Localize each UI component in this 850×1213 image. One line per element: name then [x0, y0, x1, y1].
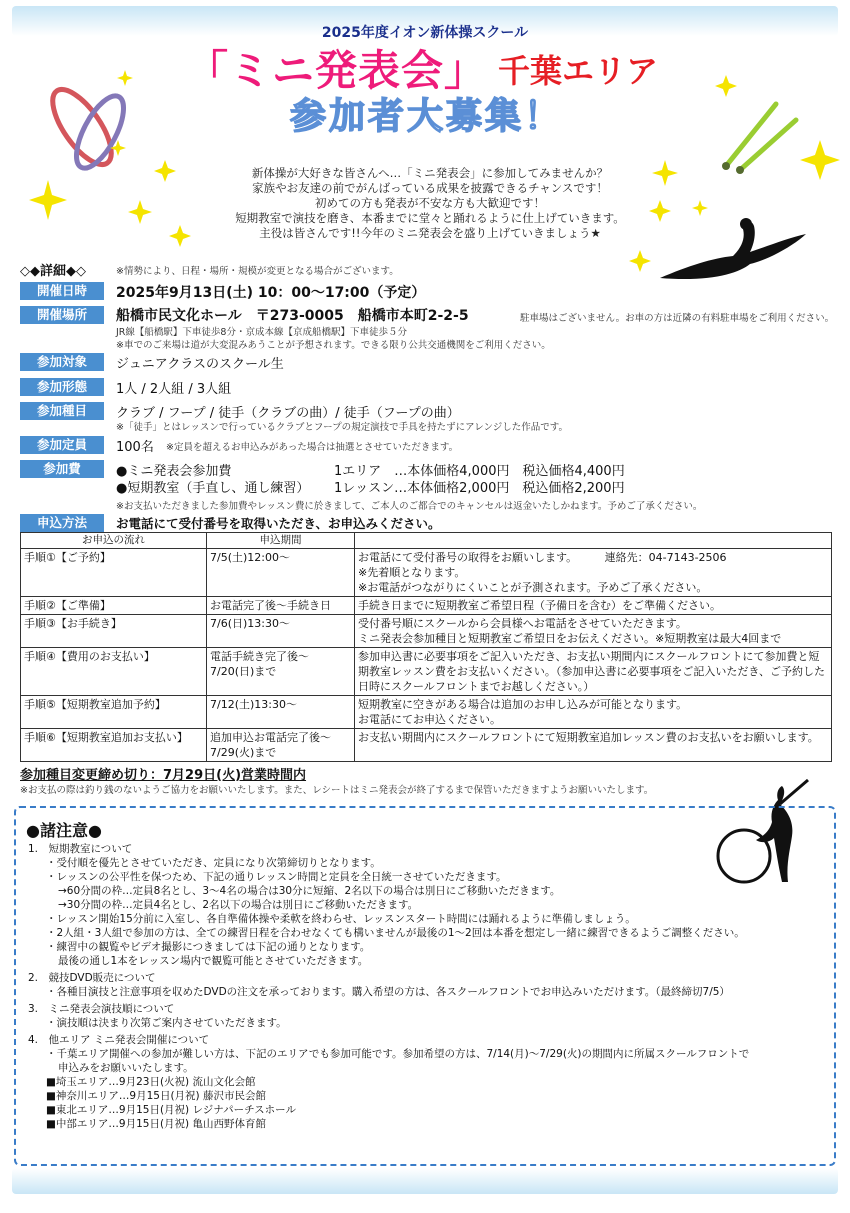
step-description [355, 597, 832, 615]
fee-label: 参加費 [20, 460, 104, 478]
type-note: ※「徒手」とはレッスンで行っているクラブとフープの規定演技で手具を持たずにアレンジした作品です。 [116, 422, 568, 433]
venue-value: 船橋市民文化ホール 〒273-0005 船橋市本町2-2-5 [116, 308, 469, 324]
details-note: ※情勢により、日程・場所・規模が変更となる場合がございます。 [116, 266, 399, 277]
note-line: ■中部エリア…9月15日(月祝) 亀山西野体育館 [46, 1118, 266, 1130]
note-line: ・各種目演技と注意事項を収めたDVDの注文を承っております。購入希望の方は、各スクールフロントでお申込みいただけます。（最終締切7/5） [46, 986, 730, 998]
fee-line1-price: 1エリア …本体価格4,000円 税込価格4,400円 [334, 464, 625, 479]
note-line: 1. 短期教室について [28, 843, 133, 855]
note-line: ・レッスンの公平性を保つため、下記の通りレッスン時間と定員を全日統一させていただきます。 [46, 871, 507, 883]
event-title: 「ミニ発表会」 [186, 46, 488, 95]
fee-line2-name: ●短期教室（手直し、通し練習） [116, 481, 310, 496]
step-period: 追加申込お電話完了後〜 7/29(火)まで [207, 729, 355, 762]
step-desc-line: お電話にてお申込ください。 [358, 713, 501, 726]
note-line: 4. 他エリア ミニ発表会開催について [28, 1034, 210, 1046]
apply-value: お電話にて受付番号を取得いただき、お申込みください。 [116, 516, 441, 531]
step-description [355, 729, 832, 762]
step-description [355, 615, 832, 648]
capacity-note: ※定員を超えるお申込みがあった場合は抽選とさせていただきます。 [166, 442, 459, 453]
column-header: 申込期間 [207, 533, 355, 549]
step-desc-line: 受付番号順にスクールから会員様へお電話をさせていただきます。 [358, 617, 687, 630]
step-period: 7/6(日)13:30〜 [207, 615, 355, 648]
target-label: 参加対象 [20, 353, 104, 371]
note-line: 申込みをお願いいたします。 [58, 1062, 194, 1074]
date-value: 2025年9月13日(土) 10：00〜17:00（予定） [116, 285, 426, 301]
step-period: 電話手続き完了後〜 7/20(日)まで [207, 648, 355, 696]
column-header: お申込の流れ [21, 533, 207, 549]
venue-access: JR線【船橋駅】下車徒歩8分・京成本線【京成船橋駅】下車徒歩５分 [116, 327, 407, 338]
step-period: 7/12(土)13:30〜 [207, 696, 355, 729]
step-period: お電話完了後〜手続き日 [207, 597, 355, 615]
step-name: 手順④【費用のお支払い】 [21, 648, 207, 696]
table-header-row [21, 533, 832, 549]
fee-note: ※お支払いただきました参加費やレッスン費に於きまして、ご本人のご都合でのキャンセルは返金いたしかねます。予めご了承ください。 [116, 501, 703, 512]
note-line: →30分間の枠…定員4名とし、2名以下の場合は別日にご移動いただきます。 [58, 899, 419, 911]
intro-line: 短期教室で演技を磨き、本番までに堂々と踊れるように仕上げていきます。 [235, 211, 625, 225]
notes-list [28, 842, 788, 1131]
step-description [355, 648, 832, 696]
step-desc-line: 手続き日までに短期教室ご希望日程（予備日を含む）をご準備ください。 [358, 599, 721, 612]
intro-line: 家族やお友達の前でがんばっている成果を披露できるチャンスです！ [252, 181, 608, 195]
apply-label: 申込方法 [20, 514, 104, 532]
step-desc-line: お支払い期間内にスクールフロントにて短期教室追加レッスン費のお支払いをお願いします。 [358, 731, 819, 744]
note-line: ・2人組・3人組で参加の方は、全ての練習日程を合わせなくても構いませんが最後の1〜2回は本番を想定し一緒に練習できるようご調整ください。 [46, 927, 745, 939]
step-desc-line: ※お電話がつながりにくいことが予測されます。予めご了承ください。 [358, 581, 708, 594]
type-value: クラブ / フープ / 徒手（クラブの曲）/ 徒手（フープの曲） [116, 406, 460, 421]
note-line: ・千葉エリア開催への参加が難しい方は、下記のエリアでも参加可能です。参加希望の方は、7/14(月)〜7/29(火)の期間内に所属スクールフロントで [46, 1048, 750, 1060]
fee-line2-price: 1レッスン…本体価格2,000円 税込価格2,200円 [334, 481, 625, 496]
note-line: 2. 競技DVD販売について [28, 972, 156, 984]
note-line: 最後の通し1本をレッスン場内で観覧可能とさせていただきます。 [58, 955, 369, 967]
step-desc-line: 参加申込書に必要事項をご記入いただき、お支払い期間内にスクールフロントにて参加費と短期教室レッスン費をお支払いください。（参加申込書に必要事項をご記入いただき、ご予約した日時にスクールフロントまでお越しください。） [358, 650, 825, 693]
step-desc-line: ミニ発表会参加種目と短期教室ご希望日をお伝えください。※短期教室は最大4回まで [358, 632, 782, 645]
step-name: 手順①【ご予約】 [21, 549, 207, 597]
note-line: ■神奈川エリア…9月15日(月祝) 藤沢市民会館 [46, 1090, 266, 1102]
step-name: 手順③【お手続き】 [21, 615, 207, 648]
format-value: 1人 / 2人組 / 3人組 [116, 382, 232, 397]
column-header [355, 533, 832, 549]
note-line: →60分間の枠…定員8名とし、3〜4名の場合は30分に短縮、2名以下の場合は別日にご移動いただきます。 [58, 885, 561, 897]
venue-parking-note: 駐車場はございません。お車の方は近隣の有料駐車場をご利用ください。 [520, 313, 835, 324]
format-label: 参加形態 [20, 378, 104, 396]
capacity-value: 100名 [116, 440, 154, 455]
step-name: 手順②【ご準備】 [21, 597, 207, 615]
recruit-headline: 参加者大募集！ [290, 96, 564, 137]
table-row [21, 597, 832, 615]
step-period: 7/5(土)12:00〜 [207, 549, 355, 597]
payment-note: ※お支払の際は釣り銭のないようご協力をお願いいたします。また、レシートはミニ発表会が終了するまで保管いただきますようお願いいたします。 [20, 785, 654, 796]
area-title: 千葉エリア [498, 52, 659, 90]
capacity-label: 参加定員 [20, 436, 104, 454]
intro-line: 初めての方も発表が不安な方も大歓迎です！ [315, 196, 545, 210]
table-row [21, 549, 832, 597]
note-line: 3. ミニ発表会演技順について [28, 1003, 175, 1015]
step-description [355, 549, 832, 597]
note-line: ■東北エリア…9月15日(月祝) レジナパーチスホール [46, 1104, 296, 1116]
note-line: ・演技順は決まり次第ご案内させていただきます。 [46, 1017, 287, 1029]
fee-line1-name: ●ミニ発表会参加費 [116, 464, 232, 479]
date-label: 開催日時 [20, 282, 104, 300]
note-line: ■埼玉エリア…9月23日(火祝) 流山文化会館 [46, 1076, 256, 1088]
step-desc-line: ※先着順となります。 [358, 566, 466, 579]
table-row [21, 729, 832, 762]
details-heading: ◇◆詳細◆◇ [20, 264, 86, 279]
note-line: ・レッスン開始15分前に入室し、各自準備体操や柔軟を終わらせ、レッスンスタート時間には踊れるように準備しましょう。 [46, 913, 636, 925]
step-desc-line: 短期教室に空きがある場合は追加のお申し込みが可能となります。 [358, 698, 688, 711]
venue-label: 開催場所 [20, 306, 104, 324]
intro-line: 新体操が大好きな皆さんへ…「ミニ発表会」に参加してみませんか？ [251, 166, 609, 180]
step-description [355, 696, 832, 729]
intro-text [170, 166, 690, 241]
step-desc-line: お電話にて受付番号の取得をお願いします。 連絡先：04-7143-2506 [358, 551, 727, 564]
target-value: ジュニアクラスのスクール生 [116, 357, 284, 372]
table-row [21, 648, 832, 696]
step-name: 手順⑤【短期教室追加予約】 [21, 696, 207, 729]
change-deadline: 参加種目変更締め切り：7月29日(火)営業時間内 [20, 768, 307, 783]
table-row [21, 696, 832, 729]
step-name: 手順⑥【短期教室追加お支払い】 [21, 729, 207, 762]
venue-note: ※車でのご来場は道が大変混みあうことが予想されます。できる限り公共交通機関をご利用ください。 [116, 340, 551, 351]
intro-line: 主役は皆さんです!!今年のミニ発表会を盛り上げていきましょう★ [259, 226, 601, 240]
application-steps-table [20, 532, 832, 762]
school-subtitle: 2025年度イオン新体操スクール [321, 25, 529, 41]
notes-title: ●諸注意● [26, 821, 102, 840]
note-line: ・練習中の観覧やビデオ撮影につきましては下記の通りとなります。 [46, 941, 371, 953]
type-label: 参加種目 [20, 402, 104, 420]
bottom-decorative-band [12, 1168, 838, 1194]
note-line: ・受付順を優先とさせていただき、定員になり次第締切りとなります。 [46, 857, 381, 869]
table-row [21, 615, 832, 648]
